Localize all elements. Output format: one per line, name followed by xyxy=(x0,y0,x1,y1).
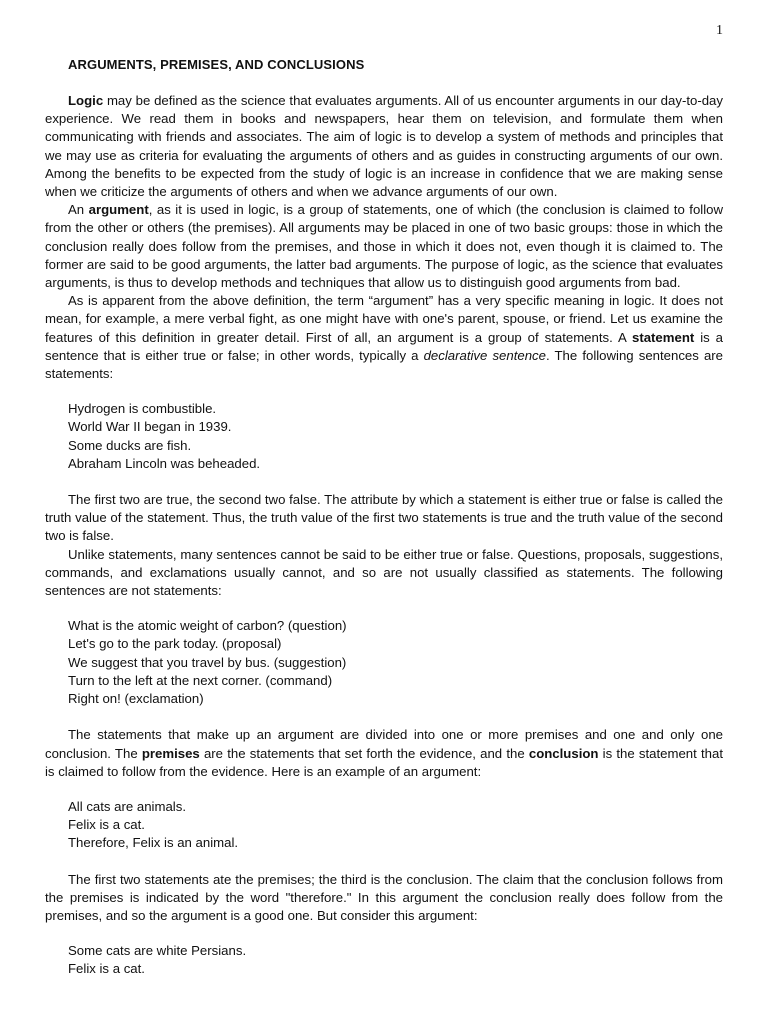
list-item: Turn to the left at the next corner. (command) xyxy=(68,672,333,688)
term-argument: argument xyxy=(88,202,149,218)
list-item: Right on! (exclamation) xyxy=(68,691,204,707)
list-item: Therefore, Felix is an animal. xyxy=(68,835,239,851)
paragraph-text: The statements that make up an argument are divided into one or more premises and one and only one conclusion. The xyxy=(45,727,723,761)
paragraph-argument-definition xyxy=(45,201,723,292)
paragraph-text: is the statement that is claimed to follow from the evidence. Here is an example of an argument: xyxy=(45,745,723,779)
term-logic: Logic xyxy=(68,93,104,108)
list-item: We suggest that you travel by bus. (suggestion) xyxy=(68,654,347,670)
paragraph-text: , as it is used in logic, is a group of statements, one of which (the conclusion is claimed to follow from the other or others (the premises). All arguments may be placed in one of two basic groups: those in which the conclusion really does follow from the premises, and those in which it does not, even though it is claimed to. The former are said to be good arguments, the latter bad arguments. The purpose of logic, as the science that evaluates arguments, is thus to develop methods and techniques that allow us to distinguish good arguments from bad. xyxy=(45,202,723,291)
list-item: Let's go to the park today. (proposal) xyxy=(68,636,282,652)
paragraph-text: As is apparent from the above definition, the term “argument” has a very specific meaning in logic. It does not mean, for example, a mere verbal fight, as one might have with one's parent, spouse, or friend. Let us examine the features of this definition in greater detail. First of all, an argument is a group of statements. A xyxy=(45,293,723,345)
section-heading: ARGUMENTS, PREMISES, AND CONCLUSIONS xyxy=(68,57,365,72)
statement-examples-list xyxy=(68,400,723,473)
list-item: What is the atomic weight of carbon? (question) xyxy=(68,618,347,634)
paragraph-text: are the statements that set forth the evidence, and the xyxy=(199,745,529,761)
document-body xyxy=(45,56,723,997)
paragraph-text: An xyxy=(68,202,89,218)
list-item: Hydrogen is combustible. xyxy=(68,401,217,417)
term-declarative-sentence: declarative sentence xyxy=(423,347,546,363)
list-item: Felix is a cat. xyxy=(68,817,145,833)
paragraph-text: may be defined as the science that evaluates arguments. All of us encounter arguments in our day-to-day experience. We read them in books and newspapers, hear them on television, and formulate them when communicating with friends and associates. The aim of logic is to develop a system of methods and principles that we may use as criteria for evaluating the arguments of others and as guides in constructing arguments of our own. Among the benefits to be expected from the study of logic is an increase in confidence that we are making sense when we criticize the arguments of others and when we advance arguments of our own. xyxy=(45,93,723,200)
paragraph-text: is a sentence that is either true or false; in other words, typically a xyxy=(45,329,724,363)
list-item: All cats are animals. xyxy=(68,798,186,814)
list-item: Felix is a cat. xyxy=(68,961,145,977)
list-item: Some cats are white Persians. xyxy=(68,943,247,959)
page-number: 1 xyxy=(716,23,723,38)
second-argument-list xyxy=(68,942,723,978)
term-statement: statement xyxy=(631,329,695,345)
non-statement-examples-list xyxy=(68,617,723,708)
term-premises: premises xyxy=(141,745,200,761)
list-item: World War II began in 1939. xyxy=(68,419,232,435)
paragraph-statement-definition xyxy=(45,292,723,383)
list-item: Some ducks are fish. xyxy=(68,437,192,453)
paragraph-text: . The following sentences are statements: xyxy=(45,347,724,382)
term-conclusion: conclusion xyxy=(528,745,599,761)
paragraph-logic-definition xyxy=(45,92,723,201)
list-item: Abraham Lincoln was beheaded. xyxy=(68,455,261,471)
argument-example-list xyxy=(68,798,723,853)
paragraph-truth-value: The first two are true, the second two false. The attribute by which a statement is either true or false is called the truth value of the statement. Thus, the truth value of the first two statements is true and the truth value of the second two is false. xyxy=(45,492,723,544)
paragraph-non-statements: Unlike statements, many sentences cannot be said to be either true or false. Questions, proposals, suggestions, commands, and exclamations usually cannot, and so are not usually classified as statements. The following sentences are not statements: xyxy=(45,546,723,599)
paragraph-premises-conclusion xyxy=(45,726,723,781)
paragraph-good-argument: The first two statements ate the premises; the third is the conclusion. The claim that the conclusion follows from the premises is indicated by the word "therefore." In this argument the conclusion really does follow from the premises, and so the argument is a good one. But consider this argument: xyxy=(45,871,723,923)
